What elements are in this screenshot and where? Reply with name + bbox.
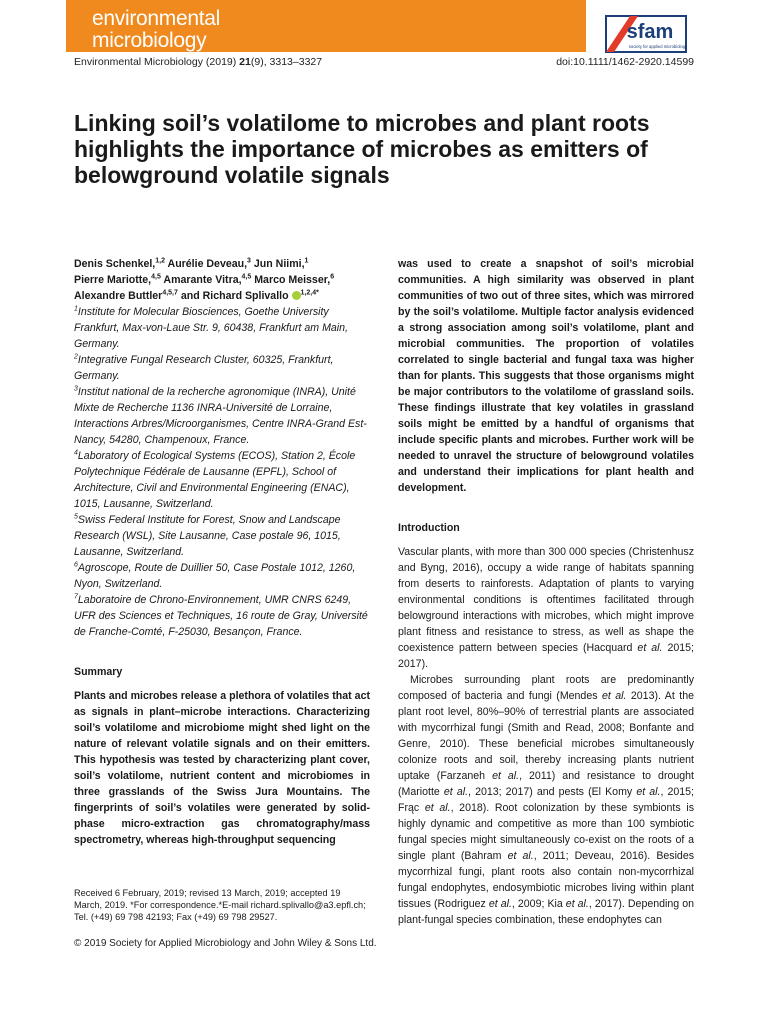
affiliation-item: $^7$Laboratoire de Chrono-Environnement, UMR CNRS 6249, UFR des Sciences et Techniques, 16 route de Gray, Université de Franche-Comté, F-25030, Besançon, France. (74, 593, 368, 638)
doi[interactable]: doi:10.1111/1462-2920.14599 (556, 56, 694, 68)
banner-title-line1: environmental (92, 7, 221, 30)
copyright: © 2019 Society for Applied Microbiology and John Wiley & Sons Ltd. (74, 938, 377, 949)
banner-title-line2: microbiology (92, 29, 207, 52)
summary-text-right: was used to create a snapshot of soil’s microbial communities. A high similarity was observed in plant communities of two out of three sites, which was mirrored by the soil’s volatilome. Multiple factor analysis evidenced a strong association among soil’s volatilome, plant and microbial communities. The proportion of volatiles correlated to single bacterial and fungal taxa was higher than for plants. This suggests that those organisms might be major contributors to the volatilome of grassland soils. These findings illustrate that key volatiles in grassland soils might be emitted by a handful of organisms that include specific plants and microbes. Further work will be needed to unravel the structure of belowground volatiles and understand their implications for plant health and development. (398, 258, 694, 494)
affiliation-item: $^4$Laboratory of Ecological Systems (ECOS), Station 2, École Polytechnique Fédérale de Lausanne (EPFL), School of Architecture, Civil and Environmental Engineering (ENAC), 1015, Lausanne, Switzerland. (74, 449, 356, 510)
summary-heading: Summary (74, 666, 123, 678)
author-list (74, 256, 370, 304)
intro-paragraph-2: Microbes surrounding plant roots are predominantly composed of bacteria and fungi (Mendes et al. 2013). At the plant root level, 80%–90% of terrestrial plants are associated with mycorrhizal fungi (Smith and Read, 2008; Bonfante and Genre, 2010). These beneficial microbes simultaneously colonize roots and soil, thereby increasing plants nutrient uptake (Farzaneh et al., 2011) and resistance to drought (Mariotte et al., 2013; 2017) and pests (El Komy et al., 2015; Frąc et al., 2018). Root colonization by these symbionts is highly dynamic and competitive as more than 100 symbiotic fungal species might simultaneously co-exist on the roots of a single plant (Bahram et al., 2011; Deveau, 2016). Besides mycorrhizal fungi, plant roots also contain non-mycorrhizal fungal endophytes, endosymbiotic microbes living within plant tissues (Rodriguez et al., 2009; Kia et al., 2017). Depending on plant-fungal species combination, these endophytes can (398, 674, 695, 926)
summary-text-left: Plants and microbes release a plethora of volatiles that act as signals in plant–microbe interactions. Characterizing soil’s volatilome and microbiome might shed light on the nature of relevant volatile signals and on their emitters. This hypothesis was tested by characterizing plant cover, soil’s volatilome, nutrient content and microbiomes in three grasslands of the Swiss Jura Mountains. The fingerprints of soil’s volatiles were generated by solid-phase micro-extraction gas chromatography/mass spectrometry, whereas high-throughput sequencing (74, 690, 370, 846)
affiliation-item: $^6$Agroscope, Route de Duillier 50, Case Postale 1012, 1260, Nyon, Switzerland. (74, 561, 356, 590)
citation: Environmental Microbiology (2019) 21(9), 3313–3327 (74, 56, 323, 68)
sfam-logo (604, 14, 690, 54)
affiliation-item: $^5$Swiss Federal Institute for Forest, Snow and Landscape Research (WSL), Site Lausanne, Case postale 96, 1015, Lausanne, Switzerland. (74, 513, 341, 558)
intro-paragraph-1: Vascular plants, with more than 300 000 species (Christenhusz and Byng, 2016), occupy a wide range of habitats spanning from deserts to rainforests. Adaptation of plants to varying environmental conditions is oftentimes facilitated through belowground interactions with microbes, which might improve plant fitness and resistance to stress, as well as shape the coexistence pattern between species (Hacquard et al. 2015; 2017). (398, 546, 694, 670)
journal-banner (66, 0, 586, 52)
introduction-heading: Introduction (398, 522, 460, 534)
author-line-2: Pierre Mariotte,$^{4,5}$ Amarante Vitra,$^{4,5}$ Marco Meisser,$^6$ (74, 273, 335, 286)
right-column (398, 256, 694, 928)
affiliation-item: $^3$Institut national de la recherche agronomique (INRA), Unité Mixte de Recherche 1136 INRA-Université de Lorraine, Interactions Arbres/Microorganismes, Centre INRA-Grand Est-Nancy, 54280, Champenoux, France. (74, 385, 367, 446)
logo-text: sfam (626, 21, 674, 43)
author-line-1: Denis Schenkel,$^{1,2}$ Aurélie Deveau,$^3$ Jun Niimi,$^1$ (74, 257, 309, 270)
logo-subtext: society for applied microbiology (628, 44, 688, 49)
orcid-icon[interactable] (292, 291, 301, 300)
footnote-received: Received 6 February, 2019; revised 13 March, 2019; accepted 19 March, 2019. *For correspondence.*E-mail richard.splivallo@a3.epfl.ch; Tel. (+49) 69 798 42193; Fax (+49) 69 798 29527. (74, 888, 366, 922)
affiliation-item: $^1$Institute for Molecular Biosciences, Goethe University Frankfurt, Max-von-Laue Str. 9, 60438, Frankfurt am Main, Germany. (74, 305, 348, 350)
article-title: Linking soil’s volatilome to microbes and plant roots highlights the importance of microbes as emitters of belowground volatile signals (74, 110, 650, 188)
affiliation-item: $^2$Integrative Fungal Research Cluster, 60325, Frankfurt, Germany. (74, 353, 334, 382)
author-line-3: Alexandre Buttler$^{4,5,7}$ and Richard Splivallo $^{1,2,4*}$ (74, 289, 319, 302)
left-column (74, 256, 370, 848)
affiliations (74, 304, 370, 640)
